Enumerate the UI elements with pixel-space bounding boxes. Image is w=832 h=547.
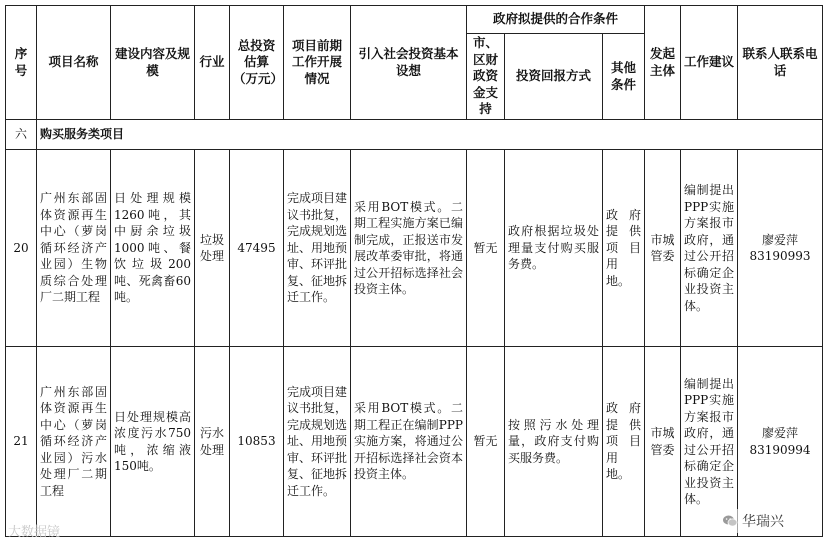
watermark-right <box>718 509 788 533</box>
watermark-right-text: 华瑞兴 <box>742 514 784 530</box>
row-contact <box>738 150 823 347</box>
section-row <box>6 120 823 150</box>
row-industry: 垃圾处理 <box>195 150 230 347</box>
row-content: 日处理规模1260吨，其中厨余垃圾1000吨、餐饮垃圾200吨、死禽畜60吨。 <box>111 150 195 347</box>
row-sponsor: 市城管委 <box>645 347 681 537</box>
header-prework: 项目前期工作开展情况 <box>284 6 351 120</box>
row-return: 按照污水处理量，政府支付购买服务费。 <box>505 347 603 537</box>
row-investment: 47495 <box>230 150 284 347</box>
row-fund: 暂无 <box>467 150 505 347</box>
section-number: 六 <box>6 120 37 150</box>
contact-phone: 83190993 <box>749 249 811 263</box>
header-fund: 市、区财政资金支持 <box>467 34 505 120</box>
row-social: 采用BOT模式。二期工程正在编制PPP实施方案，将通过公开招标选择社会资本投资主体。 <box>351 347 467 537</box>
row-industry: 污水处理 <box>195 347 230 537</box>
row-prework: 完成项目建议书批复，完成规划选址、用地预审、环评批复、征地拆迁工作。 <box>284 150 351 347</box>
header-sponsor: 发起主体 <box>645 6 681 120</box>
row-prework: 完成项目建议书批复，完成规划选址、用地预审、环评批复、征地拆迁工作。 <box>284 347 351 537</box>
header-name: 项目名称 <box>37 6 111 120</box>
row-name: 广州东部固体资源再生中心（萝岗循环经济产业园）污水处理厂二期工程 <box>37 347 111 537</box>
contact-phone: 83190994 <box>749 442 811 457</box>
contact-name: 廖爱萍 <box>762 232 799 247</box>
header-other: 其他条件 <box>603 34 645 120</box>
project-table <box>5 5 823 537</box>
row-seq: 21 <box>6 347 37 537</box>
table-row <box>6 150 823 347</box>
header-industry: 行业 <box>195 6 230 120</box>
row-other: 政府提供项目用地。 <box>603 150 645 347</box>
row-fund: 暂无 <box>467 347 505 537</box>
row-advice: 编制提出PPP实施方案报市政府，通过公开招标确定企业投资主体。 <box>681 150 738 347</box>
header-social: 引入社会投资基本设想 <box>351 6 467 120</box>
row-advice: 编制提出PPP实施方案报市政府，通过公开招标确定企业投资主体。 <box>681 347 738 537</box>
row-sponsor: 市城管委 <box>645 150 681 347</box>
watermark-left: 大数据镜 <box>8 525 61 540</box>
header-gov-group: 政府拟提供的合作条件 <box>467 6 645 34</box>
header-return: 投资回报方式 <box>505 34 603 120</box>
row-contact <box>738 347 823 537</box>
table-row <box>6 347 823 537</box>
row-investment: 10853 <box>230 347 284 537</box>
header-row-1 <box>6 6 823 34</box>
wechat-icon <box>722 513 738 529</box>
row-seq: 20 <box>6 150 37 347</box>
row-other: 政府提供项目用地。 <box>603 347 645 537</box>
contact-name: 廖爱萍 <box>762 426 799 440</box>
section-title: 购买服务类项目 <box>37 120 823 150</box>
row-return: 政府根据垃圾处理量支付购买服务费。 <box>505 150 603 347</box>
header-investment: 总投资估算（万元） <box>230 6 284 120</box>
row-content: 日处理规模高浓度污水750吨，浓缩液150吨。 <box>111 347 195 537</box>
header-content: 建设内容及规模 <box>111 6 195 120</box>
row-social: 采用BOT模式。二期工程实施方案已编制完成，正报送市发展改革委审批，将通过公开招标选择社会投资主体。 <box>351 150 467 347</box>
header-advice: 工作建议 <box>681 6 738 120</box>
header-contact: 联系人联系电话 <box>738 6 823 120</box>
row-name: 广州东部固体资源再生中心（萝岗循环经济产业园）生物质综合处理厂二期工程 <box>37 150 111 347</box>
header-seq: 序号 <box>6 6 37 120</box>
